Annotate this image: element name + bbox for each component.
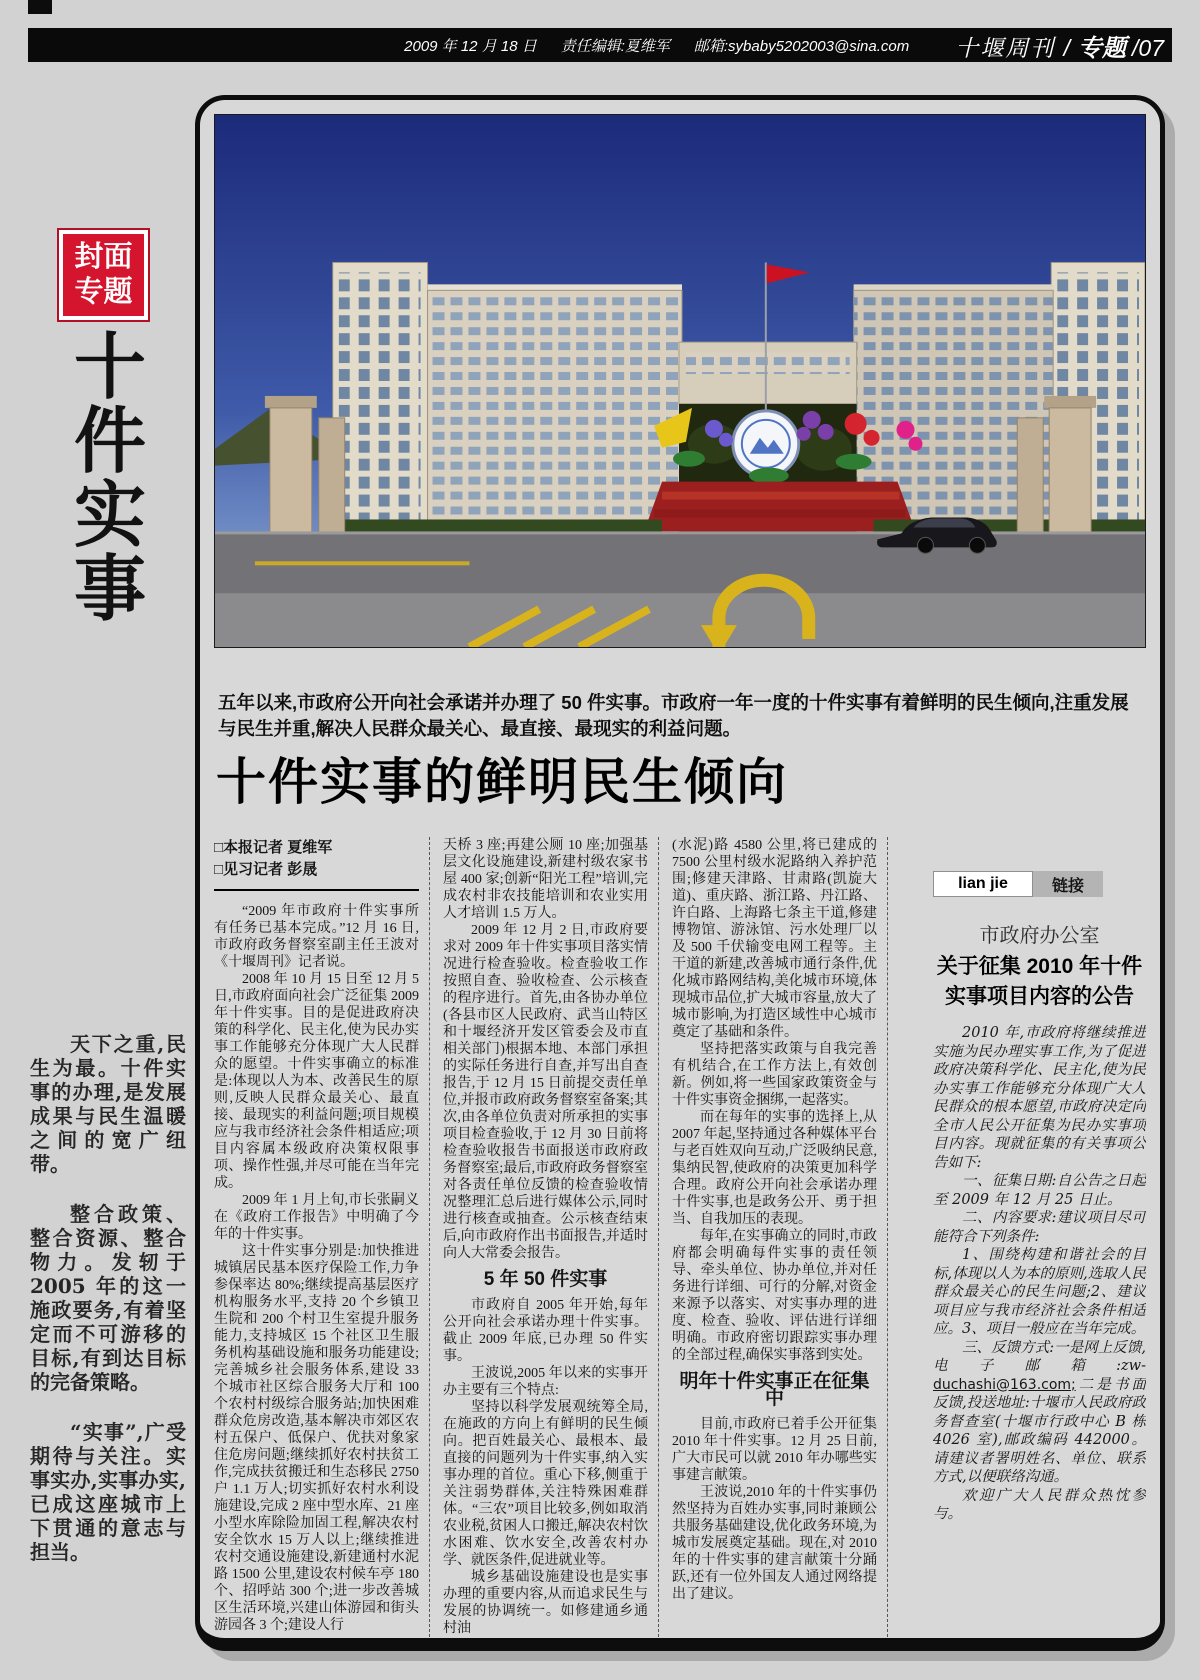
announcement-feedback-paragraph [933, 1339, 1146, 1487]
announcement-title-line2: 实事项目内容的公告 [945, 985, 1134, 1008]
government-building-photo [214, 114, 1146, 648]
photo-illustration [215, 115, 1145, 647]
header-meta [404, 35, 909, 56]
header-editor: 责任编辑:夏维军 [560, 37, 670, 55]
article-paragraph: 每年,在实事确立的同时,市政府都会明确每件实事的责任领导、牵头单位、协办单位,并对任务进行详细、可行的分解,对资金来源予以落实、对实事办理的进度、检查、验收、评估进行详细明确。市政府密切跟踪实事办理的全部过程,确保实事落到实处。 [672, 1229, 877, 1363]
feedback-text: 三、反馈方式:一是网上反馈,电子邮箱:zw- [933, 1339, 1146, 1374]
cover-topic-badge-text [63, 234, 144, 316]
announcement-organization: 市政府办公室 [979, 923, 1100, 947]
vertical-title-char: 件 [73, 398, 146, 483]
cover-topic-badge [57, 228, 150, 322]
article-paragraph: 2008 年 10 月 15 日至 12 月 5 日,市政府面向社会广泛征集 2009 年十件实事。目的是促进政府决策的科学化、民主化,使为民办实事工作能够充分体现广大人民群众的愿望。十件实事确立的标准是:体现以人为本、改善民生的原则,反映人民群众最关心、最直接、最现实的利益问题;项目规模应与我市经济社会条件相适应;项目内容属本级政府决策权限事项、操作性强,并尽可能在当年完成。 [214, 972, 419, 1191]
announcement-paragraph: 1、围绕构建和谐社会的目标,体现以人为本的原则,选取人民群众最关心的民生问题;2、建议项目应与我市经济社会条件相适应。3、项目一般应在当年完成。 [933, 1247, 1146, 1337]
byline-block [214, 837, 419, 891]
article-column-1 [214, 837, 430, 1642]
feedback-email: duchashi@163.com; [933, 1376, 1076, 1393]
header-email: 邮箱:sybaby5202003@sina.com [693, 37, 910, 55]
publication-name: 十堰周刊 / [955, 34, 1073, 61]
article-paragraph: 坚持以科学发展观统筹全局,在施政的方向上有鲜明的民生倾向。把百姓最关心、最根本、最直接的问题列为十件实事,纳入实事办理的首位。重心下移,侧重于关注弱势群体,关注特殊困难群体。“三农”项目比较多,例如取消农业税,贫困人口搬迁,解决农村饮水困难、饮水安全,改善农村办学、就医条件,促进就业等。 [443, 1400, 648, 1568]
feedback-text: 二是书面反馈,投送地址:十堰市人民政府政务督查室(十堰市行政中心 B 栋 4026 室),邮政编码 442000。请建议者署明姓名、单位、联系方式,以便联络沟通。 [933, 1376, 1146, 1485]
announcement-paragraph: 二、内容要求:建议项目尽可能符合下列条件: [933, 1210, 1146, 1245]
editorial-commentary [30, 1032, 186, 1590]
subhead-next-year: 明年十件实事正在征集中 [679, 1371, 870, 1409]
vertical-title-char: 十 [73, 324, 146, 409]
article-column-2 [443, 837, 659, 1642]
commentary-paragraph: 天下之重,民生为最。十件实事的办理,是发展成果与民生温暖之间的宽广纽带。 [30, 1032, 186, 1176]
article-paragraph: 天桥 3 座;再建公厕 10 座;加强基层文化设施建设,新建村级农家书屋 400 家;创新“阳光工程”培训,完成农村非农技能培训和农业实用人才培训 1.5 万人。 [443, 838, 648, 921]
announcement-title-line1: 关于征集 2010 年十件 [936, 955, 1143, 978]
article-paragraph: 而在每年的实事的选择上,从 2007 年起,坚持通过各种媒体平台与老百姓双向互动,广泛吸纳民意,集纳民智,使政府的决策更加科学合理。政府公开向社会承诺办理十件实事,也是政务公开、勇于担当、自我加压的表现。 [672, 1110, 877, 1227]
article-paragraph: 市政府自 2005 年开始,每年公开向社会承诺办理十件实事。截止 2009 年底,已办理 50 件实事。 [443, 1298, 648, 1364]
section-name: 专题 [1078, 34, 1127, 62]
subhead-5-years: 5 年 50 件实事 [483, 1269, 608, 1290]
article-column-3 [672, 837, 888, 1642]
article-columns [214, 837, 1146, 1642]
badge-line-2: 专题 [74, 276, 133, 308]
commentary-paragraph: 整合政策、整合资源、整合物力。发轫于 2005 年的这一施政要务,有着坚定而不可游移的目标,有到达目标的完备策略。 [30, 1202, 186, 1394]
corner-registration-mark [28, 0, 52, 14]
announcement-closing: 欢迎广大人民群众热忱参与。 [933, 1487, 1146, 1522]
article-paragraph: 2009 年 12 月 2 日,市政府要求对 2009 年十件实事项目落实情况进行检查验收。检查验收工作按照自查、验收检查、公示核查的程序进行。首先,由各协办单位(各县市区人民政府、武当山特区和十堰经济开发区管委会及市直相关部门)根据本地、本部门承担的实际任务进行自查,并写出自查报告,于 12 月 15 日前提交责任单位,并报市政府政务督察室备案;其次,由各单位负责对所承担的实事项目检查验收,于 12 月 30 日前将检查验收报告书面报送市政府政务督察室;最后,市政府政务督察室对各责任单位反馈的检查验收情况整理汇总后进行媒体公示,同时进行核查或抽查。公示核查结束后,向市政府作出书面报告,并适时向人大常委会报告。 [443, 923, 648, 1261]
page-number: /07 [1132, 34, 1164, 61]
announcement-paragraph: 一、征集日期:自公告之日起至 2009 年 12 月 25 日止。 [933, 1173, 1146, 1208]
page-header-bar [28, 28, 1172, 62]
masthead [955, 28, 1164, 63]
article-paragraph: 城乡基础设施建设也是实事办理的重要内容,从而追求民生与发展的协调统一。如修建通乡通村油 [443, 1570, 648, 1636]
commentary-paragraph: “实事”,广受期待与关注。实事实办,实事办实,已成这座城市上下贯通的意志与担当。 [30, 1420, 186, 1564]
article-paragraph: 目前,市政府已着手公开征集 2010 年十件实事。12 月 25 日前,广大市民可以就 2010 年办哪些实事建言献策。 [672, 1417, 877, 1483]
announcement-title [933, 952, 1146, 1012]
article-frame [195, 95, 1165, 1651]
vertical-title-char: 实 [73, 472, 146, 557]
link-tag-pinyin: lian jie [933, 871, 1033, 897]
announcement-paragraph: 2010 年,市政府将继续推进实施为民办理实事工作,为了促进政府决策科学化、民主化,使为民办实事工作能够充分体现广大人民群众的根本愿望,市政府决定向全市人民公开征集为民办实事项目内容。现就征集的有关事项公告如下: [933, 1025, 1146, 1171]
article-paragraph: “2009 年市政府十件实事所有任务已基本完成。”12 月 16 日,市政府政务督察室副主任王波对《十堰周刊》记者说。 [214, 904, 419, 970]
article-paragraph: 2009 年 1 月上旬,市长张嗣义在《政府工作报告》中明确了今年的十件实事。 [214, 1193, 419, 1242]
article-paragraph: (水泥)路 4580 公里,将已建成的 7500 公里村级水泥路纳入养护范围;修建天津路、甘肃路(凯旋大道)、重庆路、浙江路、丹江路、许白路、上海路七条主干道,修建博物馆、游泳馆、污水处理厂以及 500 千伏输变电网工程等。主干道的新建,改善城市通行条件,优化城市路网结构,美化城市环境,体现城市品位,扩大城市容量,放大了城市影响,为打造区域性中心城市奠定了基础和条件。 [672, 838, 877, 1040]
link-tag-label: 链接 [1033, 871, 1103, 897]
announcement-body [933, 1024, 1146, 1524]
byline-trainee: □见习记者 彭晟 [214, 861, 318, 878]
article-headline: 十件实事的鲜明民生倾向 [216, 752, 788, 811]
vertical-title-char: 事 [73, 546, 146, 631]
article-paragraph: 坚持把落实政策与自我完善有机结合,在工作方法上,有效创新。例如,将一些国家政策资金与十件实事资金捆绑,一起落实。 [672, 1042, 877, 1108]
article-intro: 五年以来,市政府公开向社会承诺并办理了 50 件实事。市政府一年一度的十件实事有着鲜明的民生倾向,注重发展与民生并重,解决人民群众最关心、最直接、最现实的利益问题。 [218, 692, 1129, 739]
article-paragraph: 王波说,2005 年以来的实事开办主要有三个特点: [443, 1366, 648, 1398]
header-date: 2009 年 12 月 18 日 [404, 37, 537, 55]
article-paragraph: 这十件实事分别是:加快推进城镇居民基本医疗保险工作,力争参保率达 80%;继续提高基层医疗机构服务水平,支持 20 个乡镇卫生院和 200 个村卫生室提升服务能力,支持城区 15 个社区卫生服务机构基础设施和服务功能建设;完善城乡社会服务体系,建设 33 个城市社区综合服务大厅和 100 个农村村级综合服务站;加快困难群众危房改造,基本解决市郊区农村五保户、低保户、优扶对象家住危房问题;继续抓好农村扶贫工作,完成扶贫搬迁和生态移民 2750 户 1.1 万人;切实抓好农村水利设施建设,完成 2 座中型水库、21 座小型水库除险加固工程,解决农村安全饮水 15 万人以上;继续推进农村交通设施建设,新建通村水泥路 1500 公里,建设农村候车亭 180 个、招呼站 300 个;进一步改善城区生活环境,兴建山体游园和街头游园各 3 个;建设人行 [214, 1244, 419, 1633]
article-paragraph: 王波说,2010 年的十件实事仍然坚持为百姓办实事,同时兼顾公共服务基础建设,优化政务环境,为城市发展奠定基础。现在,对 2010 年的十件实事的建言献策十分踊跃,还有一位外国友人通过网络提出了建议。 [672, 1485, 877, 1602]
vertical-topic-title [62, 324, 158, 631]
link-sidebar [901, 837, 1146, 1642]
badge-line-1: 封面 [74, 240, 133, 273]
link-tag [933, 871, 1146, 897]
byline-reporter: □本报记者 夏维军 [214, 839, 333, 856]
